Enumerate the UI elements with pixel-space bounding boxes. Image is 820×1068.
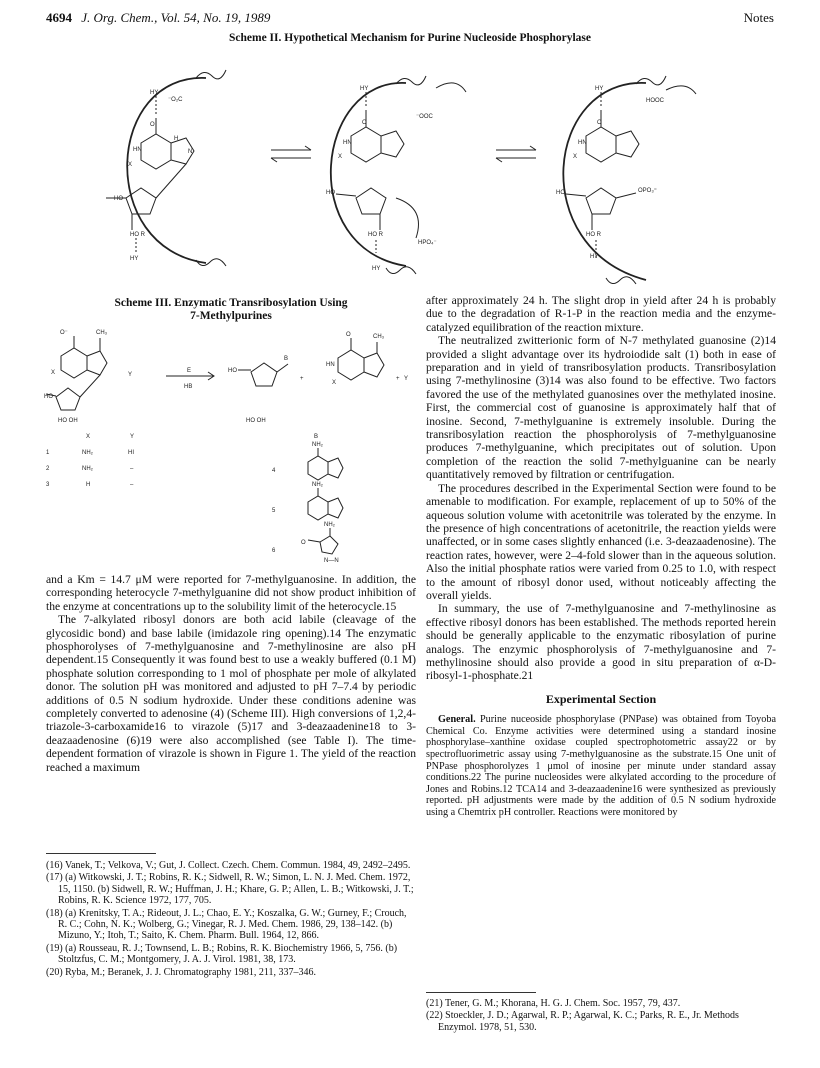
svg-text:HN: HN — [326, 362, 335, 368]
svg-text:HO OH: HO OH — [58, 418, 78, 424]
footnote-rule-left — [46, 853, 156, 854]
reference-21: (21) Tener, G. M.; Khorana, H. G. J. Chem. Soc. 1957, 79, 437. — [426, 998, 681, 1009]
experimental-section-title: Experimental Section — [545, 691, 657, 706]
svg-text:CH₃: CH₃ — [96, 330, 108, 336]
left-references — [46, 860, 416, 979]
general-text: Purine nuceoside phosphorylase (PNPase) was obtained from Toyoba Chemical Co. Enzyme activities were determined using a standard inosine phosphorylase–xanthine oxidase coupled spectrophotometric assay22 or by spectrofluorimetric assay using 7-methylguanosine as the substrate.15 One unit of PNPase phosphorolyzes 1 μmol of inosine per minute under standard assay conditions.22 The purine nucleosides were alkylated according to the procedure of Jones and Robins.12 TCA14 and 3-deazaadenine16 were synthesized as previously reported. pH adjustments were made by the addition of 0.5 N sodium hydroxide using a Chemtrix pH controller. Reactions were monitored by — [426, 714, 776, 818]
svg-text:O⁻: O⁻ — [60, 330, 68, 336]
svg-text:O: O — [362, 120, 367, 126]
svg-text:H: H — [174, 136, 179, 142]
svg-text:CH₃: CH₃ — [373, 334, 385, 340]
scheme3-diagram — [46, 322, 416, 570]
svg-text:O: O — [301, 540, 306, 546]
right-paragraph-2: The neutralized zwitterionic form of N-7 methylated guanosine (2)14 provided a slight advantage over its hydroiodide salt (1) both in ease of preparation and in yield of transribosylation products. Transribosylation using 7-methylinosine (3)14 was also found to be effective. Two factors favored the use of the methylated guanosines over the methylated inosine. First, the commercial cost of guanosine is approximately half that of inosine. Second, 7-methylguanine is extremely insoluble. During the transribosylation reaction the phosphorolysis of 7-methylguanosine produces 7-methylguanine, which precipitates out of solution. Upon completion of the reaction the solid 7-methylguanine can be nearly quantitatively removed by filtration or centrifugation. — [426, 334, 776, 482]
svg-text:N—N: N—N — [324, 558, 339, 564]
b6-num: 6 — [272, 548, 276, 554]
page-number: 4694 — [46, 10, 72, 25]
scheme2-diagram — [46, 48, 776, 286]
svg-text:HY: HY — [595, 86, 604, 92]
row2-num: 2 — [46, 466, 50, 472]
reagent-hb: HB — [184, 384, 193, 390]
svg-text:HN: HN — [578, 140, 587, 146]
plus-2: + — [396, 376, 400, 382]
right-column-text — [426, 294, 776, 819]
svg-text:HO R: HO R — [586, 232, 601, 238]
svg-text:X: X — [128, 162, 133, 168]
footnote-rule-right — [426, 992, 536, 993]
svg-text:HO OH: HO OH — [246, 418, 266, 424]
reference-18: (18) (a) Krenitsky, T. A.; Rideout, J. L.; Chao, E. Y.; Koszalka, G. W.; Gurney, F.; Crouch, R. C.; Cohn, N. K.; Wolberg, G.; Vinegar, R. J. Med. Chem. 1986, 29, 138–142. (b) Mizuno, Y.; Itoh, T.; Saito, K. Chem. Pharm. Bull. 1964, 12, 866. — [46, 907, 407, 942]
svg-text:HY: HY — [130, 256, 139, 262]
reference-16: (16) Vanek, T.; Velkova, V.; Gut, J. Collect. Czech. Chem. Commun. 1984, 49, 2492–2495. — [46, 860, 411, 871]
row1-x: NH₂ — [82, 450, 93, 456]
col-x-header: X — [86, 434, 91, 440]
svg-text:HY: HY — [590, 254, 599, 260]
svg-text:HO R: HO R — [130, 232, 145, 238]
svg-text:NH₂: NH₂ — [312, 482, 323, 488]
left-paragraph-1: and a Km = 14.7 μM were reported for 7-methylguanosine. In addition, the corresponding heterocycle 7-methylguanine did not show product inhibition of the enzyme at concentrations up to the solubility limit of the heterocycle.15 — [46, 573, 416, 613]
general-label: General. — [438, 714, 476, 726]
col-b-header: B — [314, 434, 319, 440]
running-header — [46, 10, 270, 26]
svg-text:⁻OOC: ⁻OOC — [416, 114, 433, 120]
svg-text:HO: HO — [44, 394, 53, 400]
svg-text:X: X — [573, 154, 578, 160]
svg-text:X: X — [51, 370, 56, 376]
svg-text:HY: HY — [150, 90, 159, 96]
svg-text:HO: HO — [228, 368, 237, 374]
scheme3-title — [46, 297, 416, 323]
svg-text:HO: HO — [556, 190, 565, 196]
svg-text:HO R: HO R — [368, 232, 383, 238]
svg-text:NH₂: NH₂ — [312, 442, 323, 448]
reference-17: (17) (a) Witkowski, J. T.; Robins, R. K.; Sidwell, R. W.; Simon, L. N. J. Med. Chem. 1972, 15, 1150. (b) Sidwell, R. W.; Huffman, J. H.; Khare, G. P.; Allen, L. B.; Witkowski, J. T.; Robins, R. K. Science 1972, 177, 705. — [46, 872, 414, 907]
svg-text:OPO₃⁼: OPO₃⁼ — [638, 188, 657, 194]
svg-text:HN: HN — [133, 147, 142, 153]
svg-text:X: X — [338, 154, 343, 160]
svg-text:HOOC: HOOC — [646, 98, 664, 104]
journal-citation: J. Org. Chem., Vol. 54, No. 19, 1989 — [81, 10, 271, 25]
svg-text:HPO₄⁻: HPO₄⁻ — [418, 240, 437, 246]
right-references — [426, 998, 776, 1034]
scheme3-title-line1: Scheme III. Enzymatic Transribosylation Using — [114, 297, 348, 309]
row1-num: 1 — [46, 450, 50, 456]
svg-text:X: X — [332, 380, 337, 386]
scheme2-title: Scheme II. Hypothetical Mechanism for Purine Nucleoside Phosphorylase — [228, 32, 592, 44]
scheme3-title-line2: 7-Methylpurines — [190, 310, 272, 322]
svg-text:O: O — [597, 120, 602, 126]
row3-y: – — [130, 482, 134, 488]
section-label: Notes — [743, 10, 774, 25]
right-paragraph-4: In summary, the use of 7-methylguanosine and 7-methylinosine as effective ribosyl donors has been established. The methods reported herein should be generally applicable to the enzymatic ribosylation of purine analogs. The enzymic phosphorolysis of 7-methylguanosine and 7-methylinosine should also provide a good in situ preparation of α-D-ribosyl-1-phosphate.21 — [426, 602, 776, 683]
leaving-y: Y — [404, 376, 409, 382]
svg-text:O: O — [150, 122, 155, 128]
left-column-text — [46, 573, 416, 774]
reference-20: (20) Ryba, M.; Beranek, J. J. Chromatography 1981, 211, 337–346. — [46, 966, 317, 978]
svg-text:N: N — [188, 149, 193, 155]
row1-y: HI — [128, 450, 134, 456]
svg-text:NH₂: NH₂ — [324, 522, 335, 528]
b4-num: 4 — [272, 468, 276, 474]
right-paragraph-1: after approximately 24 h. The slight drop in yield after 24 h is probably due to the degradation of R-1-P in the reaction media and the enzyme-catalyzed equilibration of the reaction mixture. — [426, 294, 776, 334]
scheme3-y-above: Y — [128, 372, 133, 378]
svg-text:HY: HY — [372, 266, 381, 272]
row2-x: NH₂ — [82, 466, 93, 472]
svg-text:HY: HY — [360, 86, 369, 92]
svg-text:HN: HN — [343, 140, 352, 146]
b5-num: 5 — [272, 508, 276, 514]
row3-num: 3 — [46, 482, 50, 488]
row3-x: H — [86, 482, 91, 488]
svg-text:HO: HO — [326, 190, 335, 196]
col-y-header: Y — [130, 434, 135, 440]
reference-19: (19) (a) Rousseau, R. J.; Townsend, L. B.; Robins, R. K. Biochemistry 1966, 5, 756. (b) Stoltzfus, C. M.; Montgomery, J. A. J. Virol. 1981, 38, 173. — [46, 942, 398, 966]
svg-text:O: O — [346, 332, 351, 338]
reagent-enzyme: E — [187, 368, 192, 374]
svg-text:HO: HO — [114, 196, 123, 202]
svg-text:⁻O₂C: ⁻O₂C — [168, 97, 183, 103]
right-paragraph-3: The procedures described in the Experimental Section were found to be amenable to modification. For example, replacement of up to 50% of the aqueous solution volume with acetonitrile was tolerated by the enzyme. In the presence of high concentrations of acetonitrile, the reaction yields were unaffected, or in some cases slightly enhanced (i.e. 3-deazaadenosine). The reaction rates, however, were 2–4-fold slower than in the aqueous solution. Also the initial phosphate ratios were varied from 0.25 to 1.0, with respect to the amount of ribosyl donor used, without noticeably affecting the overall yields. — [426, 481, 776, 602]
svg-text:B: B — [284, 356, 289, 362]
plus-1: + — [300, 376, 304, 382]
general-paragraph — [426, 714, 776, 818]
row2-y: – — [130, 466, 134, 472]
left-paragraph-2: The 7-alkylated ribosyl donors are both acid labile (cleavage of the glycosidic bond) and base labile (imidazole ring opening).14 The enzymatic phosphorolyses of 7-methylguanosine and 7-methylinosine are also pH dependent.15 Consequently it was found best to use a weakly buffered (0.1 M) phosphate solution corresponding to 1 mol of phosphate per mole of alkylated donor. The solution pH was monitored and adjusted to pH 7–7.4 by periodic additions of 0.5 N sodium hydroxide. Under these conditions adenine was completely converted to adenosine (4) (Scheme III). High conversions of 1,2,4-triazole-3-carboxamide16 to virazole (5)17 and 3-deazaadenine18 to 3-deazaadenosine (6)19 were also accomplished (see Table I). The time-dependent formation of virazole is shown in Figure 1. The yield of the reaction reached a maximum — [46, 613, 416, 774]
reference-22: (22) Stoeckler, J. D.; Agarwal, R. P.; Agarwal, K. C.; Parks, R. E., Jr. Methods Enzymol. 1978, 51, 530. — [426, 1010, 739, 1033]
